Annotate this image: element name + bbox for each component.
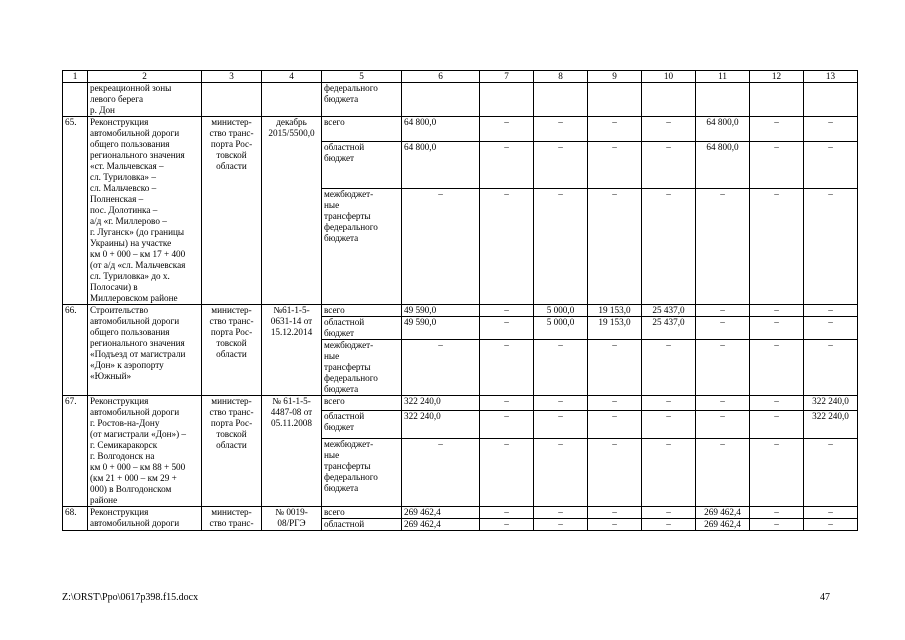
amount: – [642,117,696,142]
cell-line: межбюджет- [324,438,374,449]
amount: – [534,519,588,531]
amount: – [750,507,804,519]
cell-line: Украины) на участке [90,238,172,248]
table-cell [750,83,804,117]
funding-source [322,117,402,142]
amount: – [588,519,642,531]
amount: – [804,305,858,317]
table-row [63,507,858,519]
cell-line: регионального значения [90,338,185,348]
cell-line: бюджет [324,421,355,432]
cell-line: автомобильной дороги [90,316,180,326]
cell-line: районе [90,495,118,505]
funding-source [322,189,402,305]
amount: 322 240,0 [804,410,858,438]
cell-line: регионального значения [90,150,185,160]
amount: 25 437,0 [642,305,696,317]
cell-line: Полненская – [90,194,144,204]
funding-source: областной [322,519,402,531]
amount: 322 240,0 [804,396,858,411]
amount: – [480,305,534,317]
object-name [88,305,202,396]
row-number: 67. [63,396,88,507]
table-cell [804,83,858,117]
cell-line: общего пользования [90,139,170,149]
cell-line: всего [324,305,345,315]
amount: – [402,438,480,506]
amount: – [402,340,480,396]
header-row [63,71,858,83]
cell-line: пос. Долотинка – [90,205,158,215]
amount: – [480,141,534,189]
cell-line: общего пользования [90,327,170,337]
cell-line: ство транс- [209,316,254,326]
amount: – [696,189,750,305]
cell-line: рекреационной зоны [90,83,172,93]
cell-line: № 0019- [275,507,308,517]
cell-line: всего [324,396,345,406]
amount: 322 240,0 [402,396,480,411]
amount: 269 462,4 [696,507,750,519]
table-cell [534,83,588,117]
cell-line: сл. Туриловка» – [90,172,156,182]
amount: – [750,410,804,438]
customer [202,305,262,396]
funding-source [322,317,402,340]
cell-line: порта Рос- [210,139,253,149]
cell-line: товской [216,150,247,160]
cell-line: всего [324,117,345,127]
cell-line: 08/РГЭ [277,518,306,528]
amount: 64 800,0 [402,117,480,142]
amount: – [534,410,588,438]
table-cell [696,83,750,117]
amount: – [588,340,642,396]
amount: – [804,189,858,305]
amount: 322 240,0 [402,410,480,438]
cell-line: министер- [211,507,252,517]
cell-line: 0631-14 от [270,316,313,326]
amount: 5 000,0 [534,317,588,340]
cell-line: ство транс- [209,518,254,528]
cell-line: области [216,440,247,450]
table-row [63,305,858,317]
amount: – [534,117,588,142]
amount: – [588,396,642,411]
amount: – [696,340,750,396]
column-number: 4 [262,71,322,83]
column-number: 10 [642,71,696,83]
amount: – [588,117,642,142]
amount: – [480,507,534,519]
cell-line: 4487-08 от [270,407,313,417]
amount: – [480,189,534,305]
cell-line: «Подъезд от магистрали [90,349,186,359]
cell-line: км 0 + 000 – км 17 + 400 [90,249,186,259]
amount: – [642,410,696,438]
cell-line: министер- [211,305,252,315]
cell-line: декабрь [276,117,307,127]
cell-line: федерального [324,222,378,233]
amount: – [750,340,804,396]
cell-line: 2015/5500,0 [268,128,315,138]
amount: – [480,117,534,142]
cell-line: ные [324,449,340,460]
amount: 19 153,0 [588,305,642,317]
funding-source [322,396,402,411]
cell-line: бюджета [324,482,359,493]
amount: 25 437,0 [642,317,696,340]
funding-source [322,340,402,396]
cell-line: бюджета [324,384,359,394]
cell-line: бюджет [324,328,355,338]
amount: – [804,317,858,340]
cell-line: км 0 + 000 – км 88 + 500 [90,462,186,472]
funding-source: всего [322,507,402,519]
amount: 19 153,0 [588,317,642,340]
funding-source [322,141,402,189]
amount: – [750,141,804,189]
amount: – [588,507,642,519]
amount: – [696,438,750,506]
amount: – [750,519,804,531]
cell-line: межбюджет- [324,340,374,350]
cell-line: Реконструкция [90,396,149,406]
cell-line: областной [324,141,365,152]
amount: – [642,519,696,531]
cell-line: №61-1-5- [273,305,310,315]
cell-line: г. Семикаракорск [90,440,158,450]
budget-table [62,70,858,531]
cell-line: ные [324,351,340,361]
cell-line: левого берега [90,94,144,104]
cell-line: федерального [324,373,378,383]
amount: – [588,438,642,506]
cell-line: (от а/д «сл. Мальчевская [90,260,186,270]
amount: – [480,438,534,506]
amount: – [696,317,750,340]
amount: – [750,317,804,340]
cell-line: областной [324,317,365,327]
cell-line: федерального [324,471,378,482]
column-number: 6 [402,71,480,83]
cell-line: автомобильной дороги [90,518,180,528]
amount: – [750,396,804,411]
customer [202,507,262,531]
cell-line: ные [324,200,340,211]
cell-line: Строительство [90,305,149,315]
cell-line: 05.11.2008 [270,418,312,428]
cell-line: автомобильной дороги [90,128,180,138]
cell-line: р. Дон [90,105,115,115]
amount: – [804,519,858,531]
document-page [62,70,849,531]
amount: – [480,317,534,340]
amount: – [750,189,804,305]
cell-line: а/д «г. Миллерово – [90,216,167,226]
column-number: 8 [534,71,588,83]
amount: – [804,438,858,506]
table-cell [642,83,696,117]
funding-source [322,83,402,117]
cell-line: бюджета [324,233,359,244]
cell-line: товской [216,429,247,439]
customer [202,396,262,507]
cell-line: г. Ростов-на-Дону [90,418,160,428]
table-row [63,117,858,142]
cell-line: бюджет [324,152,355,163]
cell-line: (от магистрали «Дон») – [90,429,187,439]
column-number: 9 [588,71,642,83]
cell-line: порта Рос- [210,418,253,428]
amount: – [642,396,696,411]
page-number: 47 [820,592,830,603]
column-number: 5 [322,71,402,83]
amount: – [534,396,588,411]
row-number: 68. [63,507,88,531]
amount: – [696,305,750,317]
row-number: 66. [63,305,88,396]
amount: 269 462,4 [696,519,750,531]
document-ref [262,507,322,531]
cell-line: № 61-1-5- [272,396,311,406]
cell-line: «Южный» [90,371,132,381]
amount: 64 800,0 [696,117,750,142]
file-path: Z:\ORST\Ppo\0617p398.f15.docx [62,592,199,603]
amount: 269 462,4 [402,507,480,519]
document-ref [262,396,322,507]
cell-line: межбюджет- [324,189,374,200]
cell-line: 000) в Волгодонском [90,484,172,494]
amount: – [480,519,534,531]
amount: – [534,438,588,506]
cell-line: министер- [211,396,252,406]
amount: – [588,189,642,305]
document-ref [262,305,322,396]
amount: 49 590,0 [402,317,480,340]
amount: – [642,340,696,396]
amount: – [750,117,804,142]
cell-line: ство транс- [209,128,254,138]
amount: – [696,410,750,438]
column-number: 13 [804,71,858,83]
amount: – [696,396,750,411]
amount: – [642,189,696,305]
cell-line: сл. Мальчевско – [90,183,157,193]
funding-source [322,438,402,506]
cell-line: трансферты [324,211,371,222]
cell-line: товской [216,338,247,348]
cell-line: (км 21 + 000 – км 29 + [90,473,177,483]
cell-line: г. Луганск» (до границы [90,227,185,237]
object-name [88,396,202,507]
column-number: 12 [750,71,804,83]
cell-line: сл. Туриловка» до х. [90,271,170,281]
amount: – [588,410,642,438]
cell-line: трансферты [324,460,371,471]
object-name [88,117,202,305]
object-name [88,83,202,117]
cell-line: областной [324,410,365,421]
amount: 64 800,0 [696,141,750,189]
amount: – [750,438,804,506]
amount: – [402,189,480,305]
amount: 64 800,0 [402,141,480,189]
cell-line: трансферты [324,362,371,372]
table-row [63,83,858,117]
amount: – [534,189,588,305]
column-number: 7 [480,71,534,83]
cell-line: бюджета [324,94,359,104]
cell-line: «Дон» к аэропорту [90,360,164,370]
amount: – [642,438,696,506]
cell-line: области [216,161,247,171]
column-number: 11 [696,71,750,83]
table-cell [480,83,534,117]
column-number: 3 [202,71,262,83]
table-cell [262,83,322,117]
cell-line: «ст. Мальчевская – [90,161,164,171]
cell-line: Полосачи) в [90,282,138,292]
amount: 49 590,0 [402,305,480,317]
table-cell [202,83,262,117]
funding-source [322,410,402,438]
table-cell [588,83,642,117]
funding-source [322,305,402,317]
amount: 5 000,0 [534,305,588,317]
amount: – [480,340,534,396]
cell-line: области [216,349,247,359]
amount: – [804,117,858,142]
cell-line: ство транс- [209,407,254,417]
amount: – [642,507,696,519]
cell-line: Реконструкция [90,507,149,517]
amount: – [534,507,588,519]
amount: – [804,141,858,189]
cell-line: министер- [211,117,252,127]
amount: – [804,340,858,396]
table-cell [402,83,480,117]
column-number: 1 [63,71,88,83]
amount: – [642,141,696,189]
table-row [63,396,858,411]
amount: – [480,396,534,411]
object-name [88,507,202,531]
cell-line: Реконструкция [90,117,149,127]
cell-line: автомобильной дороги [90,407,180,417]
cell-line: 15.12.2014 [270,327,313,337]
amount: – [588,141,642,189]
amount: 269 462,4 [402,519,480,531]
customer [202,117,262,305]
cell-line: Миллеровском районе [90,293,178,303]
amount: – [750,305,804,317]
cell-line: г. Волгодонск на [90,451,155,461]
row-number: 65. [63,117,88,305]
table-cell [63,83,88,117]
amount: – [480,410,534,438]
amount: – [804,507,858,519]
cell-line: федерального [324,83,378,93]
document-ref [262,117,322,305]
cell-line: порта Рос- [210,327,253,337]
column-number: 2 [88,71,202,83]
amount: – [534,340,588,396]
amount: – [534,141,588,189]
